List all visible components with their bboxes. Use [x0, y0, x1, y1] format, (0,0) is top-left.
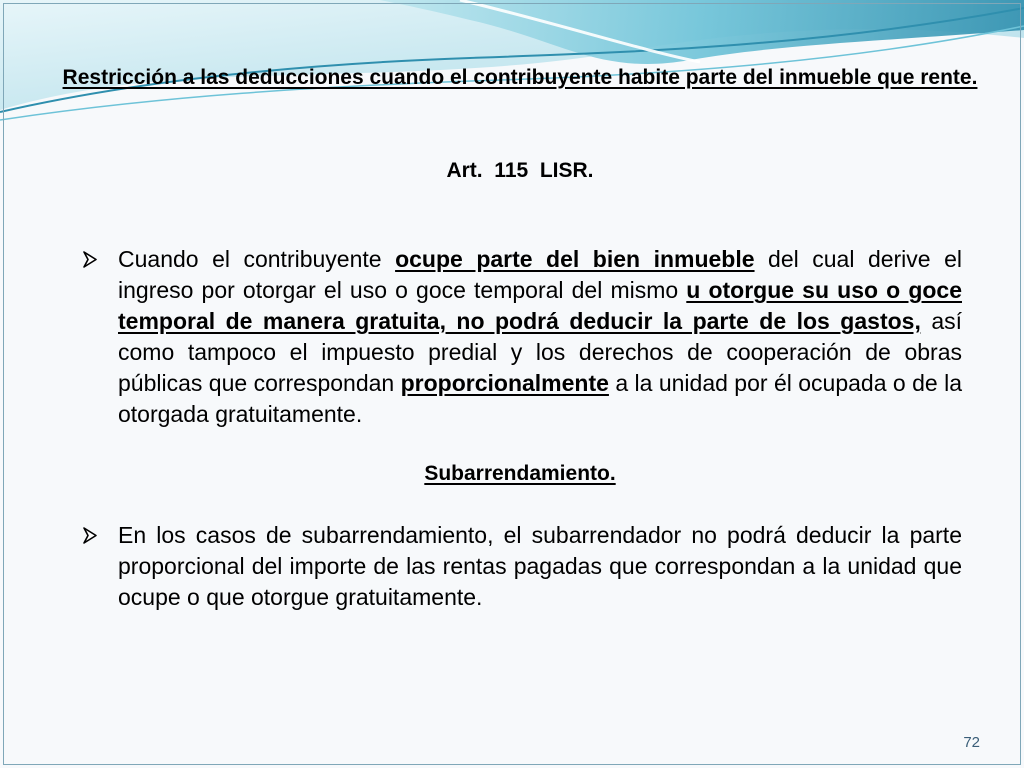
- emphasis-text: u otorgue su uso o goce temporal de manera gratuita, no podrá deducir la parte de los gastos,: [118, 277, 962, 334]
- text-segment: del cual derive el ingreso por otorgar el uso o goce temporal del mismo: [118, 246, 962, 303]
- emphasis-text: proporcionalmente: [400, 370, 609, 396]
- text-segment: Cuando el contribuyente: [118, 246, 396, 272]
- slide-title: Restricción a las deducciones cuando el contribuyente habite parte del inmueble que rente.: [62, 66, 978, 89]
- text-segment: así como tampoco el impuesto predial y los derechos de cooperación de obras públicas que correspondan: [118, 308, 963, 396]
- bullet-text: [118, 244, 962, 430]
- page-number: 72: [963, 734, 980, 751]
- arrow-bullet-icon: [82, 520, 104, 551]
- arrow-bullet-icon: [82, 244, 104, 275]
- article-reference: Art. 115 LISR.: [446, 159, 594, 182]
- emphasis-text: ocupe parte del bien inmueble: [395, 246, 755, 272]
- section-heading: Subarrendamiento.: [424, 462, 616, 485]
- bullet-item-ocupacion: [82, 244, 962, 430]
- text-segment: a la unidad por él ocupada o de la otorgada gratuitamente.: [118, 370, 962, 427]
- bullet-item-subarrendamiento: [82, 520, 962, 613]
- bullet-text: En los casos de subarrendamiento, el subarrendador no podrá deducir la parte proporcional del importe de las rentas pagadas que correspondan a la unidad que ocupe o que otorgue gratuitamente.: [118, 522, 962, 610]
